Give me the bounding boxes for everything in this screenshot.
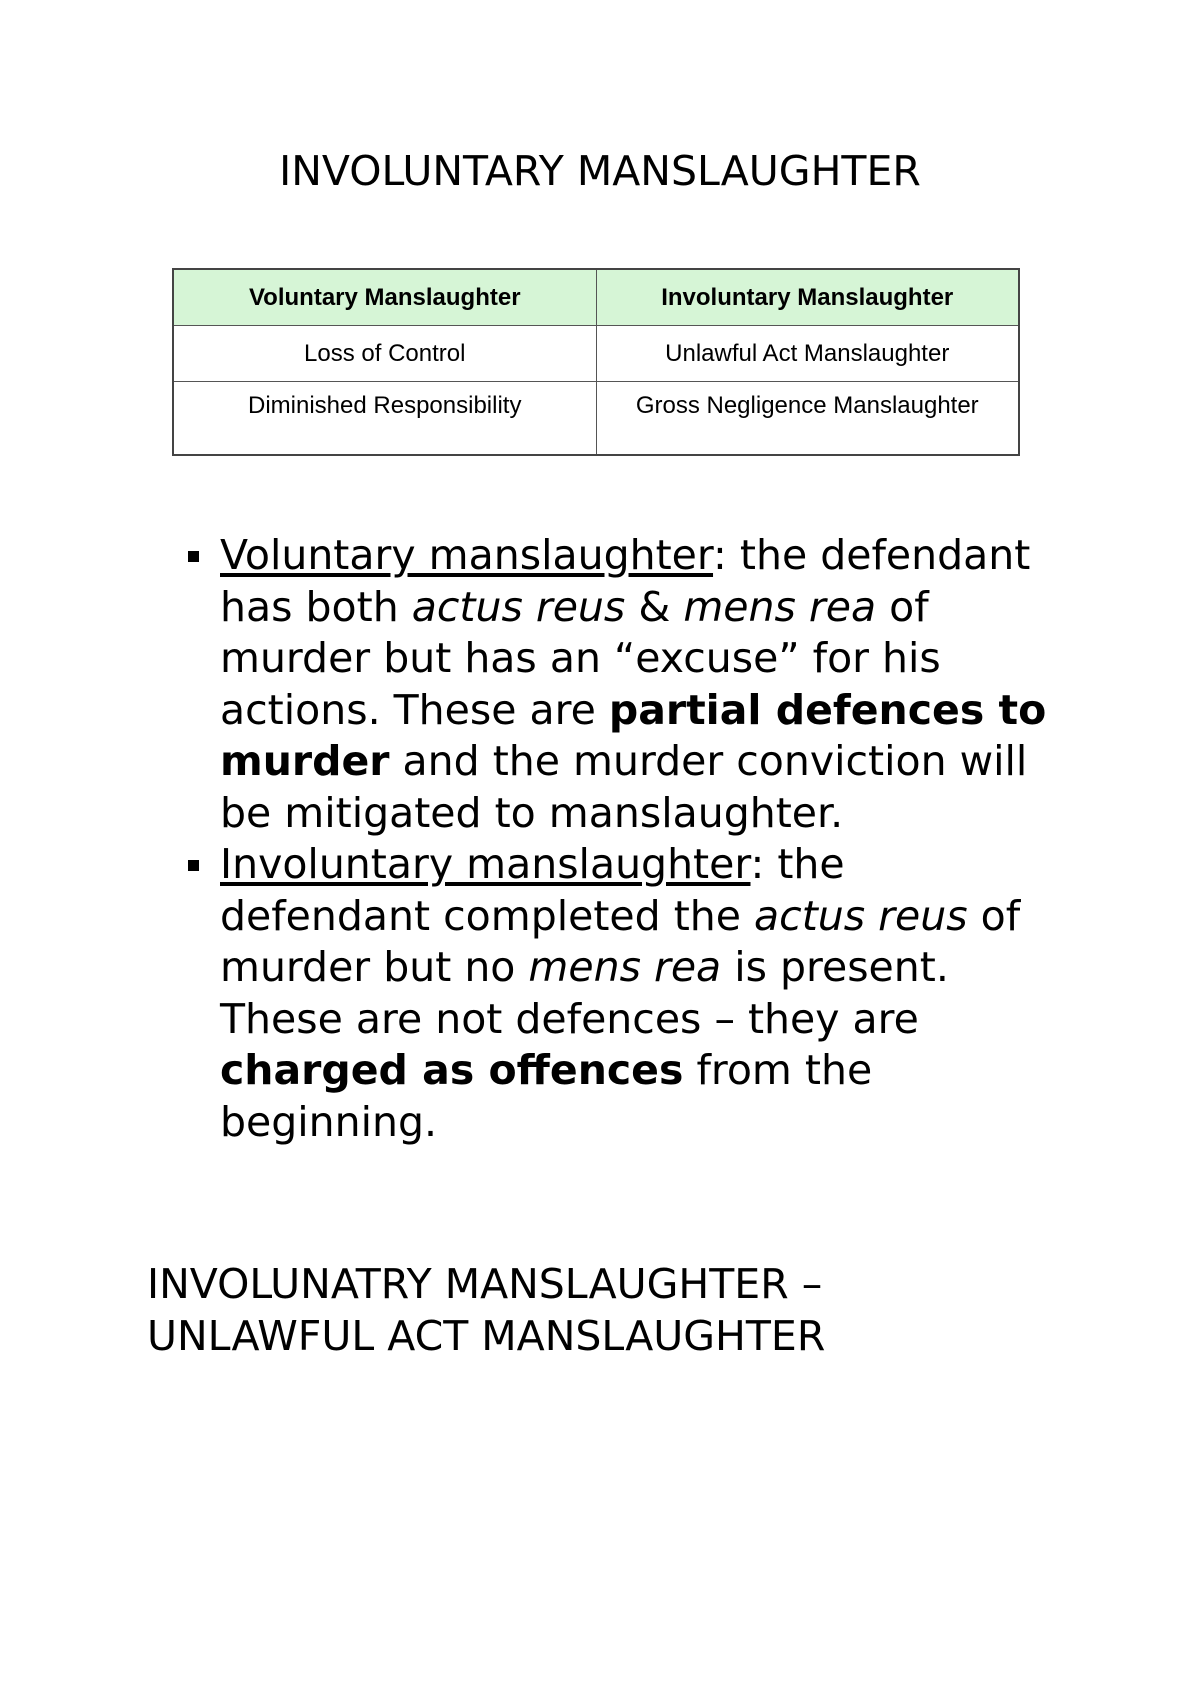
list-item-involuntary: [180, 839, 1060, 1148]
italic-term: actus reus: [411, 582, 626, 631]
table-cell: Loss of Control: [173, 326, 596, 382]
text-segment: &: [625, 582, 684, 631]
table-header-row: [173, 269, 1019, 326]
square-bullet-icon: [188, 551, 199, 562]
page-title: INVOLUNTARY MANSLAUGHTER: [279, 147, 921, 195]
italic-term: actus reus: [754, 891, 968, 940]
term-involuntary-manslaughter: Involuntary manslaughter: [220, 840, 751, 888]
table-row: [173, 382, 1019, 455]
bold-phrase: charged as offences: [220, 1046, 684, 1094]
bold-phrase: partial defences to murder: [220, 685, 1047, 785]
section-heading-line: INVOLUNATRY MANSLAUGHTER –: [147, 1260, 823, 1308]
section-heading: [147, 1258, 1147, 1362]
table-cell: Diminished Responsibility: [173, 382, 596, 455]
table-header-voluntary: Voluntary Manslaughter: [173, 269, 596, 326]
italic-term: mens rea: [528, 943, 722, 991]
table-row: [173, 326, 1019, 382]
italic-term: mens rea: [683, 582, 877, 631]
text-segment: of murder but has an “excuse” for his actions. These are: [220, 582, 941, 734]
manslaughter-comparison-table: [172, 268, 1020, 456]
text-segment: of murder but no: [220, 891, 1021, 991]
text-segment: from the beginning.: [220, 1046, 873, 1146]
table-cell: Gross Negligence Manslaughter: [596, 382, 1019, 455]
text-segment: and the murder conviction will be mitigated to manslaughter.: [220, 737, 1028, 837]
text-segment: is present. These are not defences – they are: [220, 943, 949, 1043]
table-header-involuntary: Involuntary Manslaughter: [596, 269, 1019, 326]
text-segment: : the defendant completed the: [220, 840, 845, 940]
list-item-voluntary: [180, 530, 1060, 839]
term-voluntary-manslaughter: Voluntary manslaughter: [220, 531, 714, 579]
definitions-list: [180, 530, 1060, 1148]
section-heading-line: UNLAWFUL ACT MANSLAUGHTER: [147, 1312, 826, 1360]
text-segment: : the defendant has both: [220, 531, 1031, 631]
square-bullet-icon: [188, 860, 199, 871]
table-cell: Unlawful Act Manslaughter: [596, 326, 1019, 382]
